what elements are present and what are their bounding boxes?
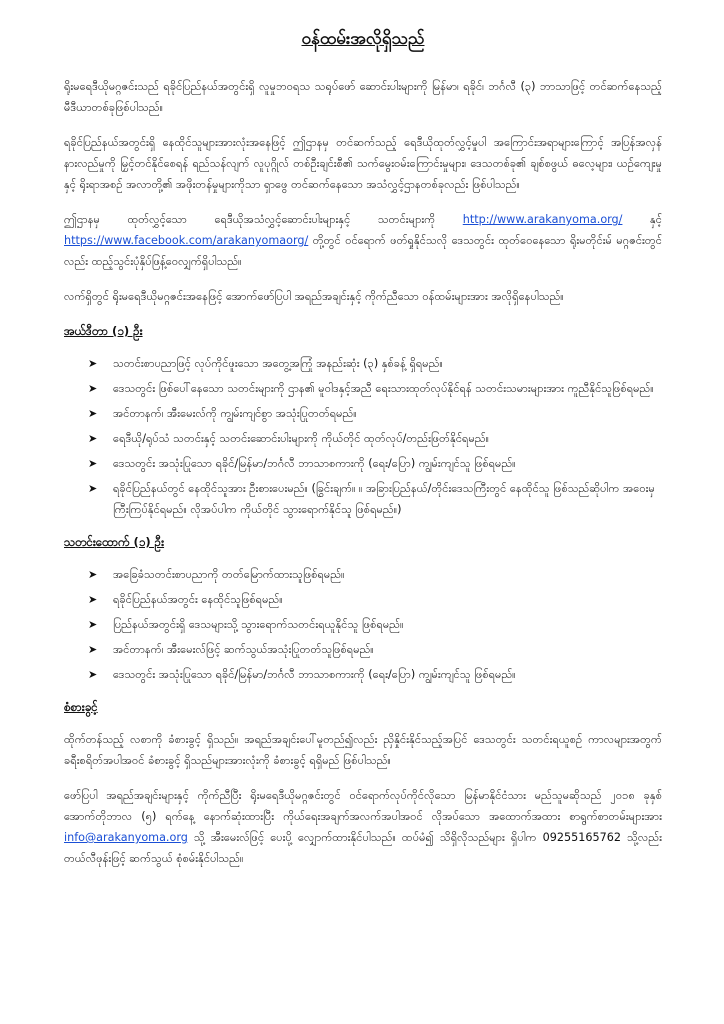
application-paragraph [64,785,662,869]
list-item [88,589,662,610]
arrow-bullet-icon: ➤ [88,457,98,470]
list-item [88,353,662,374]
list-item-text: ဒေသတွင်း အသုံးပြုသော ရခိုင်/မြန်မာ/ဘင်္ဂလီ ဘာသာစကားကို (ရေး/ပြော) ကျွမ်းကျင်သူ ဖြစ်ရမည်။ [113,457,516,470]
intro-text-after-links: တို့တွင် ဝင်ရောက် ဖတ်ရှုနိုင်သလို ဒေသတွင်း ထုတ်ဝေနေသော ရိုးမတိုင်းမ် မဂ္ဂဇင်းတွင်လည်း ထည့်သွင်းပုံနှိပ်ဖြန့်ဝေလျှက်ရှိပါသည်။ [64,234,662,268]
list-item [88,478,662,520]
list-item-text: ဒေသတွင်း အသုံးပြုသော ရခိုင်/မြန်မာ/ဘင်္ဂလီ ဘာသာစကားကို (ရေး/ပြော) ကျွမ်းကျင်သူ ဖြစ်ရမည်။ [113,668,516,681]
intro-paragraph-2: ရခိုင်ပြည်နယ်အတွင်းရှိ နေထိုင်သူများအားလုံးအနေဖြင့် ဤဌာနမှ တင်ဆက်သည့် ရေဒီယိုထုတ်လွှင့်မှုပါ အကြောင်းအရာများကြောင့် အပြန်အလှန် နားလည်မှုကို မြှင့်တင်နိုင်စေရန် ရည်သန်လျက် လူပုဂ္ဂိုလ် တစ်ဦးချင်းစီ၏ သက်မွေးဝမ်းကြောင်းမှုများ၊ ဒေသတစ်ခု၏ ချစ်စဖွယ် ဓလေ့များ၊ ယဉ်ကျေးမှုနှင့် ရိုးရာအစဉ် အလာတို့၏ အဖိုးတန်မှုများကိုသာ ရှာဖွေ တင်ဆက်နေသော အသံလွှင့်ဌာနတစ်ခုလည်း ဖြစ်ပါသည်။ [64,136,662,191]
list-item [88,403,662,424]
arrow-bullet-icon: ➤ [88,357,98,370]
reporter-requirements-list [64,564,662,685]
arrow-bullet-icon: ➤ [88,407,98,420]
arrow-bullet-icon: ➤ [88,643,98,656]
page-title: ဝန်ထမ်းအလိုရှိသည် [301,29,425,49]
email-link[interactable]: info@arakanyoma.org [64,831,188,844]
benefits-heading: စံစားခွင့် [64,700,98,714]
list-item [88,564,662,585]
list-item-text: ရခိုင်ပြည်နယ်တွင် နေထိုင်သူအား ဦးစားပေးမည်။ (ခြွင်းချက်။ ။ အခြားပြည်နယ်/တိုင်းဒေသကြီးတွင် နေထိုင်သူ ဖြစ်သည်ဆိုပါက အဝေးမှ ကြီးကြပ်နိုင်ရမည်။ လိုအပ်ပါက ကိုယ်တိုင် သွားရောက်နိုင်သူ ဖြစ်ရမည်။) [113,482,655,516]
arrow-bullet-icon: ➤ [88,482,98,495]
list-item [88,428,662,449]
arrow-bullet-icon: ➤ [88,382,98,395]
arrow-bullet-icon: ➤ [88,618,98,631]
editor-requirements-list [64,353,662,520]
intro-text-before-link: ဤဌာနမှ ထုတ်လွှင့်သော ရေဒီယိုအသံလွှင့်ဆောင်းပါးများနှင့် သတင်းများကို [64,213,463,226]
list-item-text: သတင်းစာပညာဖြင့် လုပ်ကိုင်ဖူးသော အတွေ့အကြုံ အနည်းဆုံး (၃) နှစ်ခန့် ရှိရမည်။ [113,357,443,370]
intro-paragraph-1: ရိုးမရေဒီယိုမဂ္ဂဇင်းသည် ရခိုင်ပြည်နယ်အတွင်းရှိ လူမှုဘဝရသ သရုပ်ဖော် ဆောင်းပါးများကို မြန်မာ၊ ရခိုင်၊ ဘင်္ဂလီ (၃) ဘာသာဖြင့် တင်ဆက်နေသည့် မီဒီယာတစ်ခုဖြစ်ပါသည်။ [64,80,662,114]
intro-paragraph-3 [64,209,662,272]
reporter-heading: သတင်းထောက် (၁) ဦး [64,535,165,549]
facebook-link[interactable]: https://www.facebook.com/arakanyomaorg/ [64,234,309,247]
list-item-text: အင်တာနက်၊ အီးမေးလ်ဖြင့် ဆက်သွယ်အသုံးပြုတတ်သူဖြစ်ရမည်။ [113,643,374,656]
list-item-text: ရခိုင်ပြည်နယ်အတွင်း နေထိုင်သူဖြစ်ရမည်။ [113,593,283,606]
application-text-before-email: ဖော်ပြပါ အရည်အချင်းများနှင့် ကိုက်ညီပြီး ရိုးမရေဒီယိုမဂ္ဂဇင်းတွင် ဝင်ရောက်လုပ်ကိုင်လိုသော မြန်မာနိုင်ငံသား မည်သူမဆိုသည် ၂၀၁၈ ခုနှစ် အောက်တိုဘာလ (၅) ရက်နေ့ နောက်ဆုံးထားပြီး ကိုယ်ရေးအချက်အလက်အပါအဝင် လိုအပ်သော အထောက်အထား စာရွက်စာတမ်းများအား [64,789,662,823]
website-link[interactable]: http://www.arakanyoma.org/ [462,213,623,226]
list-item-text: ဒေသတွင်း ဖြစ်ပေါ်နေသော သတင်းများကို ဌာန၏ မူဝါဒနှင့်အညီ ရေးသားထုတ်လုပ်နိုင်ရန် သတင်းသမားများအား ကူညီနိုင်သူဖြစ်ရမည်။ [113,382,654,395]
list-item-text: အခြေခံသတင်းစာပညာကို တတ်မြောက်ထားသူဖြစ်ရမည်။ [113,568,345,581]
list-item-text: ရေဒီယို/ရုပ်သံ သတင်းနှင့် သတင်းဆောင်းပါးများကို ကိုယ်တိုင် ထုတ်လုပ်/တည်းဖြတ်နိုင်ရမည်။ [113,432,490,445]
intro-text-between-links: နှင့် [622,213,662,226]
list-item-text: ပြည်နယ်အတွင်းရှိ ဒေသများသို့ သွားရောက်သတင်းရယူနိုင်သူ ဖြစ်ရမည်။ [113,618,404,631]
arrow-bullet-icon: ➤ [88,432,98,445]
arrow-bullet-icon: ➤ [88,568,98,581]
list-item [88,378,662,399]
arrow-bullet-icon: ➤ [88,593,98,606]
application-text-after-email: သို့ အီးမေးလ်ဖြင့် ပေးပို့ လျှောက်ထားနိုင်ပါသည်။ ထပ်မံ၍ သိရှိလိုသည်များ ရှိပါက 09255165762 သို့လည်း တယ်လီဖုန်းဖြင့် ဆက်သွယ် စုံစမ်းနိုင်ပါသည်။ [64,831,662,865]
intro-paragraph-4: လက်ရှိတွင် ရိုးမရေဒီယိုမဂ္ဂဇင်းအနေဖြင့် အောက်ဖော်ပြပါ အရည်အချင်းနှင့် ကိုက်ညီသော ဝန်ထမ်းများအား အလိုရှိနေပါသည်။ [64,290,564,303]
arrow-bullet-icon: ➤ [88,668,98,681]
editor-heading: အယ်ဒီတာ (၁) ဦး [64,324,143,338]
list-item-text: အင်တာနက်၊ အီးမေးလ်ကို ကျွမ်းကျင်စွာ အသုံးပြုတတ်ရမည်။ [113,407,357,420]
list-item [88,614,662,635]
list-item [88,453,662,474]
list-item [88,639,662,660]
list-item [88,664,662,685]
benefits-paragraph: ထိုက်တန်သည့် လစာကို ခံစားခွင့် ရှိသည်။ အရည်အချင်းပေါ်မူတည်၍လည်း ညှိနှိုင်းနိုင်သည့်အပြင် ဒေသတွင်း သတင်းရယူစဉ် ကာလများအတွက် ခရီးစရိတ်အပါအဝင် ခံစားခွင့် ရှိသည်များအားလုံးကို ခံစားခွင့် ရရှိမည် ဖြစ်ပါသည်။ [64,733,662,767]
